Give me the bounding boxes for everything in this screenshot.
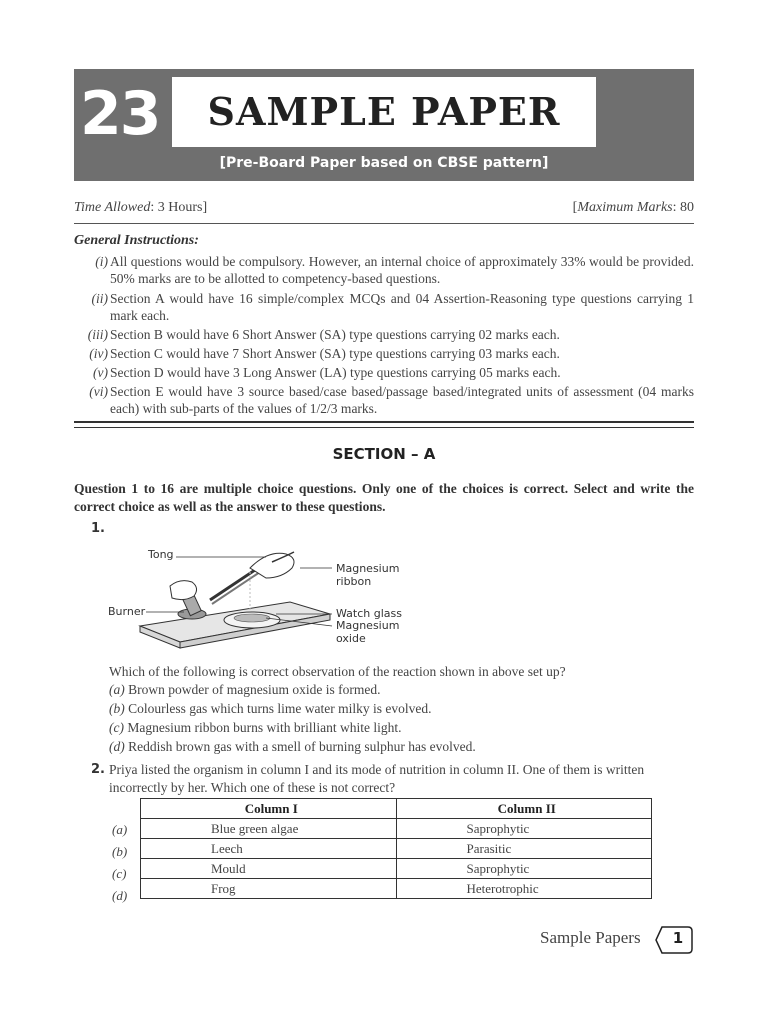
row-label: (a) [112, 822, 128, 837]
magnesium-oxide-label-line2: oxide [336, 632, 366, 645]
option-a: (a) Brown powder of magnesium oxide is formed. [109, 682, 381, 697]
question-number: 1. [91, 521, 105, 536]
paper-title: SAMPLE PAPER [207, 89, 561, 134]
paper-number: 23 [80, 79, 160, 149]
column-header: Column I [141, 799, 397, 819]
magnesium-ribbon-label-line2: ribbon [336, 575, 372, 588]
maximum-marks: [Maximum Marks: 80 [572, 200, 694, 215]
section-heading: SECTION – A [332, 445, 436, 463]
table-header-row [141, 799, 652, 819]
question-number: 2. [91, 762, 105, 777]
row-label: (b) [112, 844, 128, 859]
mcq-instruction: Question 1 to 16 are multiple choice questions. Only one of the choices is correct. Select and write the correct choice as well as the answer to these questions. [74, 481, 694, 514]
table-cell: Frog [141, 879, 397, 899]
table-cell: Saprophytic [396, 859, 652, 879]
table-cell: Blue green algae [141, 819, 397, 839]
q1-question: Which of the following is correct observation of the reaction shown in above set up? [109, 664, 566, 679]
table-row [141, 839, 652, 859]
option-c: (c) Magnesium ribbon burns with brilliant white light. [109, 720, 402, 735]
table-cell: Saprophytic [396, 819, 652, 839]
magnesium-ribbon-label-line1: Magnesium [336, 562, 400, 575]
section-divider [74, 421, 694, 428]
table-cell: Heterotrophic [396, 879, 652, 899]
option-b: (b) Colourless gas which turns lime water milky is evolved. [109, 701, 432, 716]
table-cell: Parasitic [396, 839, 652, 859]
footer-label: Sample Papers [540, 928, 641, 947]
instruction-item: (vi) Section E would have 3 source based/case based/passage based/integrated units of assessment (04 marks each) with sub-parts of the values of 1/2/3 marks. [89, 384, 694, 416]
meta-row [74, 200, 694, 220]
q2-question-line1: Priya listed the organism in column I and its mode of nutrition in column II. One of them is written [109, 762, 645, 777]
watch-glass-label: Watch glass [336, 607, 402, 620]
paper-subtitle: [Pre-Board Paper based on CBSE pattern] [219, 155, 549, 171]
magnesium-oxide-label-line1: Magnesium [336, 619, 400, 632]
burner-label: Burner [108, 605, 146, 618]
row-label: (c) [112, 866, 127, 881]
time-allowed: Time Allowed: 3 Hours] [74, 200, 208, 215]
table-row [141, 879, 652, 899]
column-header: Column II [396, 799, 652, 819]
table-cell: Mould [141, 859, 397, 879]
table-row [141, 859, 652, 879]
experiment-figure [100, 538, 440, 658]
table-row [141, 819, 652, 839]
row-label: (d) [112, 888, 128, 903]
meta-divider [74, 223, 694, 224]
instruction-item: (ii) Section A would have 16 simple/complex MCQs and 04 Assertion-Reasoning type questions carrying 1 mark each. [91, 291, 694, 323]
page-number: 1 [672, 929, 684, 947]
table-cell: Leech [141, 839, 397, 859]
instruction-item: (v) Section D would have 3 Long Answer (LA) type questions carrying 05 marks each. [93, 365, 561, 380]
option-d: (d) Reddish brown gas with a smell of burning sulphur has evolved. [109, 739, 476, 754]
instruction-item: (iii) Section B would have 6 Short Answer (SA) type questions carrying 02 marks each. [87, 327, 560, 342]
instructions-heading: General Instructions: [74, 233, 199, 248]
instruction-item: (i) All questions would be compulsory. However, an internal choice of approximately 33% would be provided. 50% marks are to be allotted to competency-based questions. [95, 254, 694, 286]
instruction-item: (iv) Section C would have 7 Short Answer (SA) type questions carrying 03 marks each. [89, 346, 560, 361]
matching-table [140, 798, 652, 899]
q2-question-line2: incorrectly by her. Which one of these is not correct? [109, 780, 396, 795]
tong-label: Tong [148, 548, 174, 561]
